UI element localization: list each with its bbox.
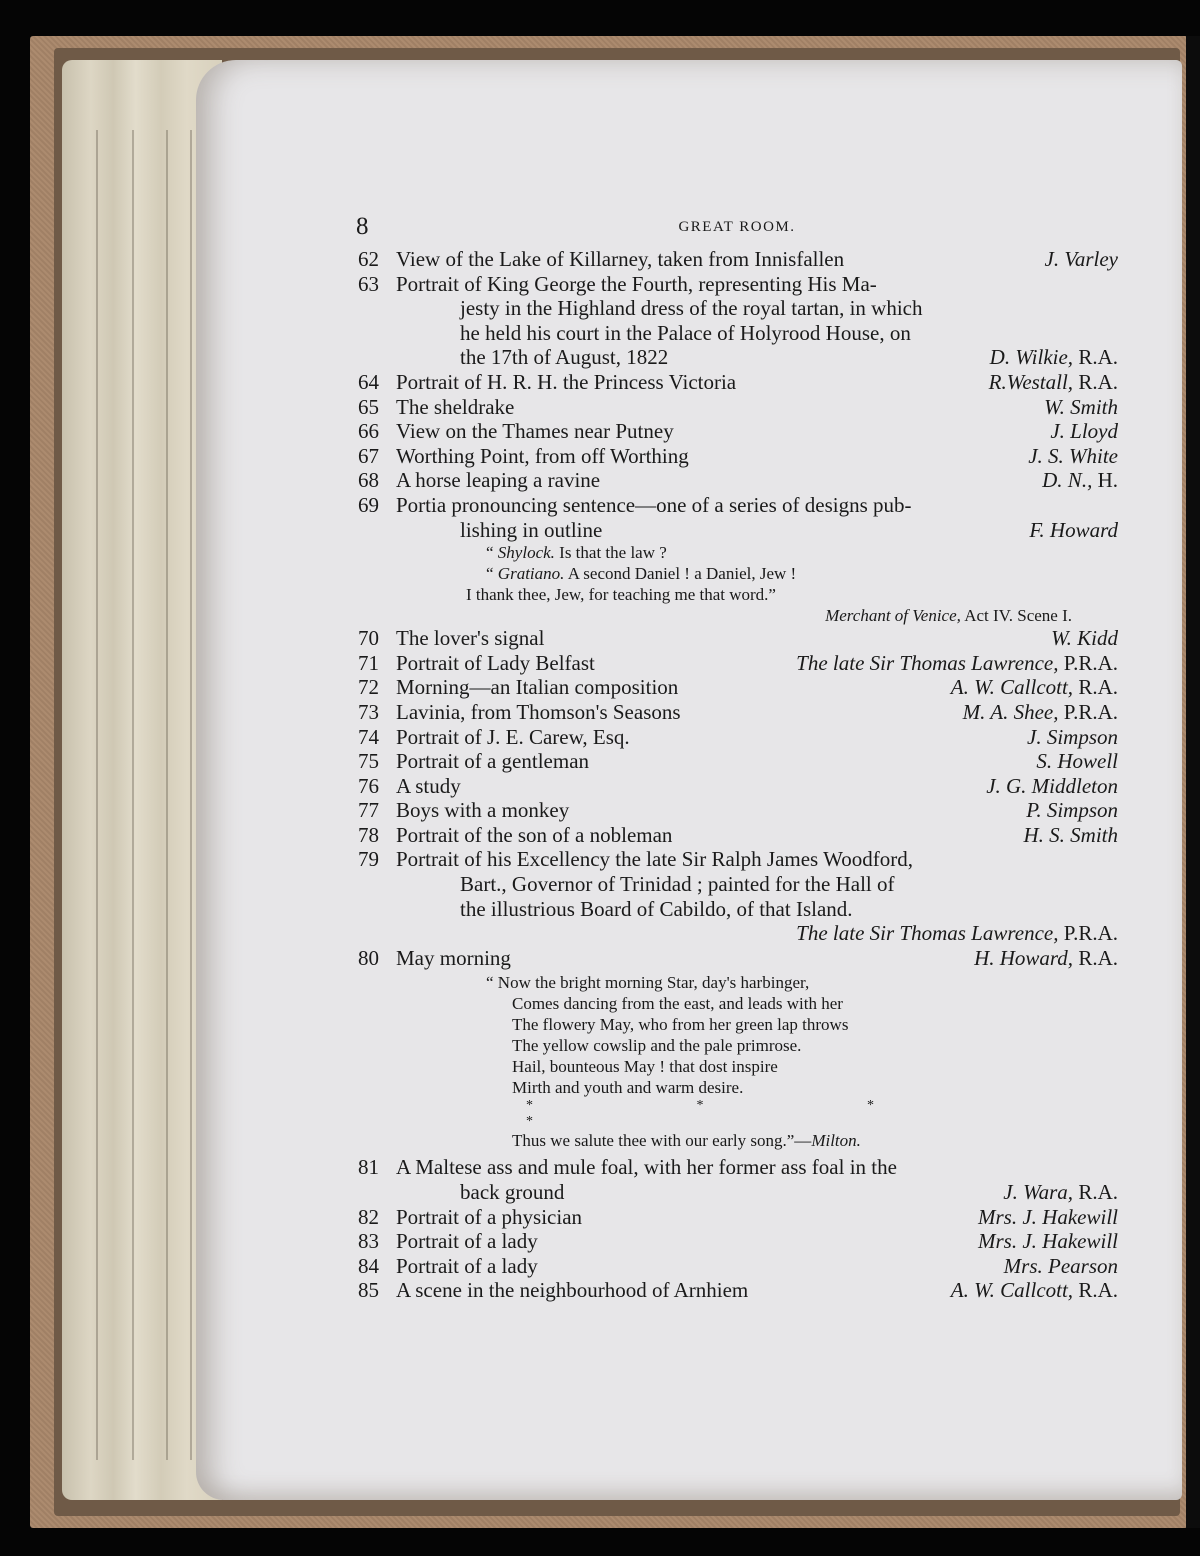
- entry-title: Portrait of a gentleman: [396, 749, 590, 774]
- entry-artist: A. W. Callcott, R.A.: [947, 1278, 1118, 1303]
- entry-title-line: he held his court in the Palace of Holyrood House, on: [460, 320, 911, 345]
- quote-line: “ Now the bright morning Star, day's harbinger,: [486, 973, 810, 993]
- entry-number: 69: [358, 492, 379, 517]
- quote-line: I thank thee, Jew, for teaching me that word.”: [466, 585, 776, 605]
- catalogue-entry-68: [356, 468, 1118, 493]
- page-number: 8: [356, 213, 369, 240]
- entry-number: 62: [358, 247, 379, 271]
- entry-title: Portrait of a lady: [396, 1229, 538, 1254]
- entry-number: 75: [358, 749, 379, 774]
- entry-number: 66: [358, 419, 379, 444]
- entry-title-line: the illustrious Board of Cabildo, of that Island.: [460, 896, 853, 921]
- page-edge-line: [190, 130, 192, 1460]
- entry-artist: J. Wara, R.A.: [999, 1180, 1118, 1205]
- entry-number: 63: [358, 271, 379, 296]
- entry-title-line: Bart., Governor of Trinidad ; painted for the Hall of: [460, 872, 895, 897]
- entry-artist: P. Simpson: [1022, 798, 1118, 823]
- entry-title: Portrait of Lady Belfast: [396, 650, 595, 675]
- quote-source: Merchant of Venice, Act IV. Scene I.: [825, 606, 1072, 626]
- entry-title: Portrait of J. E. Carew, Esq.: [396, 724, 630, 749]
- entry-artist: A. W. Callcott, R.A.: [947, 675, 1118, 700]
- catalogue-entry-75: [356, 749, 1118, 774]
- quote-line: Mirth and youth and warm desire.: [512, 1078, 744, 1098]
- catalogue-entry-81: [356, 1155, 1118, 1204]
- entry-number: 64: [358, 369, 379, 394]
- right-binding: [1186, 36, 1200, 1528]
- entry-title-line: lishing in outline: [460, 517, 603, 542]
- catalogue-entry-64: [356, 370, 1118, 395]
- running-head: GREAT ROOM.: [678, 219, 796, 235]
- entry-title: Portrait of H. R. H. the Princess Victoria: [396, 369, 737, 394]
- entry-artist: W. Smith: [1040, 395, 1118, 420]
- quote-line: The flowery May, who from her green lap throws: [512, 1015, 849, 1035]
- entry-artist: J. Simpson: [1023, 725, 1118, 750]
- entry-title: A horse leaping a ravine: [396, 468, 601, 493]
- quote-line: Comes dancing from the east, and leads with her: [512, 994, 843, 1014]
- quotation-merchant-of-venice: [356, 542, 1118, 626]
- entry-artist: Mrs. J. Hakewill: [974, 1229, 1118, 1254]
- entry-number: 78: [358, 822, 379, 847]
- entry-title: The sheldrake: [396, 394, 515, 419]
- catalogue-entry-72: [356, 675, 1118, 700]
- entry-title: Lavinia, from Thomson's Seasons: [396, 699, 681, 724]
- entry-artist: R.Westall, R.A.: [985, 370, 1118, 395]
- entry-artist: Mrs. J. Hakewill: [974, 1205, 1118, 1230]
- entry-number: 77: [358, 798, 379, 823]
- entry-artist: D. N., H.: [1038, 468, 1118, 493]
- entry-title: A scene in the neighbourhood of Arnhiem: [396, 1278, 749, 1303]
- entry-title: Worthing Point, from off Worthing: [396, 443, 689, 468]
- entry-title-line: Portia pronouncing sentence—one of a series of designs pub-: [396, 492, 912, 517]
- entry-title-line: back ground: [460, 1180, 565, 1205]
- catalogue-entry-73: [356, 700, 1118, 725]
- entry-title: Boys with a monkey: [396, 798, 570, 823]
- entry-number: 68: [358, 468, 379, 493]
- entry-artist: F. Howard: [1025, 518, 1118, 543]
- entry-title: Morning—an Italian composition: [396, 675, 679, 700]
- entry-number: 76: [358, 773, 379, 798]
- entry-artist: J. G. Middleton: [982, 774, 1118, 799]
- entry-number: 83: [358, 1229, 379, 1254]
- quote-closing: Thus we salute thee with our early song.”—Milton.: [512, 1131, 861, 1151]
- quote-line: The yellow cowslip and the pale primrose.: [512, 1036, 802, 1056]
- entry-artist: The late Sir Thomas Lawrence, P.R.A.: [792, 651, 1118, 676]
- quote-line: “ Gratiano. A second Daniel ! a Daniel, Jew !: [486, 564, 797, 584]
- entry-artist: The late Sir Thomas Lawrence, P.R.A.: [792, 921, 1118, 946]
- entry-artist: H. S. Smith: [1020, 823, 1119, 848]
- catalogue-entry-83: [356, 1229, 1118, 1254]
- catalogue-entry-62: [356, 247, 1118, 272]
- page-content: [356, 213, 1118, 1303]
- entry-number: 79: [358, 847, 379, 872]
- catalogue-entry-70: [356, 626, 1118, 651]
- entry-number: 74: [358, 724, 379, 749]
- catalogue-entry-84: [356, 1254, 1118, 1279]
- catalogue-entry-80: [356, 946, 1118, 971]
- ellipsis-stars: * * * *: [526, 1098, 954, 1130]
- catalogue-entry-82: [356, 1205, 1118, 1230]
- entry-artist: D. Wilkie, R.A.: [986, 345, 1118, 370]
- entry-number: 85: [358, 1278, 379, 1303]
- entry-title-line: A Maltese ass and mule foal, with her former ass foal in the: [396, 1155, 897, 1180]
- catalogue-entry-65: [356, 395, 1118, 420]
- catalogue-entry-63: [356, 272, 1118, 370]
- catalogue-entry-76: [356, 774, 1118, 799]
- entry-artist: J. Lloyd: [1046, 419, 1118, 444]
- entry-number: 65: [358, 394, 379, 419]
- catalogue-entry-69: [356, 493, 1118, 542]
- entry-number: 71: [358, 650, 379, 675]
- quotation-milton: [356, 970, 1118, 1155]
- quote-line: Hail, bounteous May ! that dost inspire: [512, 1057, 778, 1077]
- catalogue-entry-77: [356, 798, 1118, 823]
- entry-artist: M. A. Shee, P.R.A.: [959, 700, 1118, 725]
- entry-artist: H. Howard, R.A.: [970, 946, 1118, 971]
- catalogue-entry-71: [356, 651, 1118, 676]
- entry-number: 82: [358, 1204, 379, 1229]
- entry-title: Portrait of a lady: [396, 1253, 538, 1278]
- entry-title: Portrait of a physician: [396, 1204, 583, 1229]
- entry-number: 67: [358, 443, 379, 468]
- quote-line: “ Shylock. Is that the law ?: [486, 543, 667, 563]
- entry-title-line: the 17th of August, 1822: [460, 345, 669, 370]
- entry-artist: Mrs. Pearson: [1000, 1254, 1118, 1279]
- entry-title-line: Portrait of his Excellency the late Sir Ralph James Woodford,: [396, 847, 913, 872]
- entry-artist: W. Kidd: [1047, 626, 1118, 651]
- entry-number: 80: [358, 945, 379, 970]
- catalogue-entry-79: [356, 847, 1118, 945]
- catalogue-entry-74: [356, 725, 1118, 750]
- page-edge-line: [132, 130, 134, 1460]
- entry-title: Portrait of the son of a nobleman: [396, 822, 673, 847]
- entry-title: View on the Thames near Putney: [396, 419, 674, 444]
- entry-title-line: jesty in the Highland dress of the royal tartan, in which: [460, 296, 923, 321]
- entry-number: 70: [358, 626, 379, 651]
- catalogue-entry-67: [356, 444, 1118, 469]
- entry-artist: S. Howell: [1032, 749, 1118, 774]
- entry-title: May morning: [396, 945, 511, 970]
- catalogue-entry-66: [356, 419, 1118, 444]
- catalogue-entry-85: [356, 1278, 1118, 1303]
- entry-number: 72: [358, 675, 379, 700]
- entry-title: A study: [396, 773, 461, 798]
- page-header: [356, 213, 1118, 247]
- page-edge-line: [96, 130, 98, 1460]
- entry-artist: J. S. White: [1024, 444, 1118, 469]
- catalogue-entry-78: [356, 823, 1118, 848]
- entry-title: The lover's signal: [396, 626, 545, 651]
- entry-artist: J. Varley: [1041, 247, 1118, 272]
- entry-number: 81: [358, 1155, 379, 1180]
- entry-title: View of the Lake of Killarney, taken from Innisfallen: [396, 247, 845, 271]
- entry-title-line: Portrait of King George the Fourth, representing His Ma-: [396, 271, 877, 296]
- entry-number: 84: [358, 1253, 379, 1278]
- page-edge-line: [166, 130, 168, 1460]
- entry-number: 73: [358, 699, 379, 724]
